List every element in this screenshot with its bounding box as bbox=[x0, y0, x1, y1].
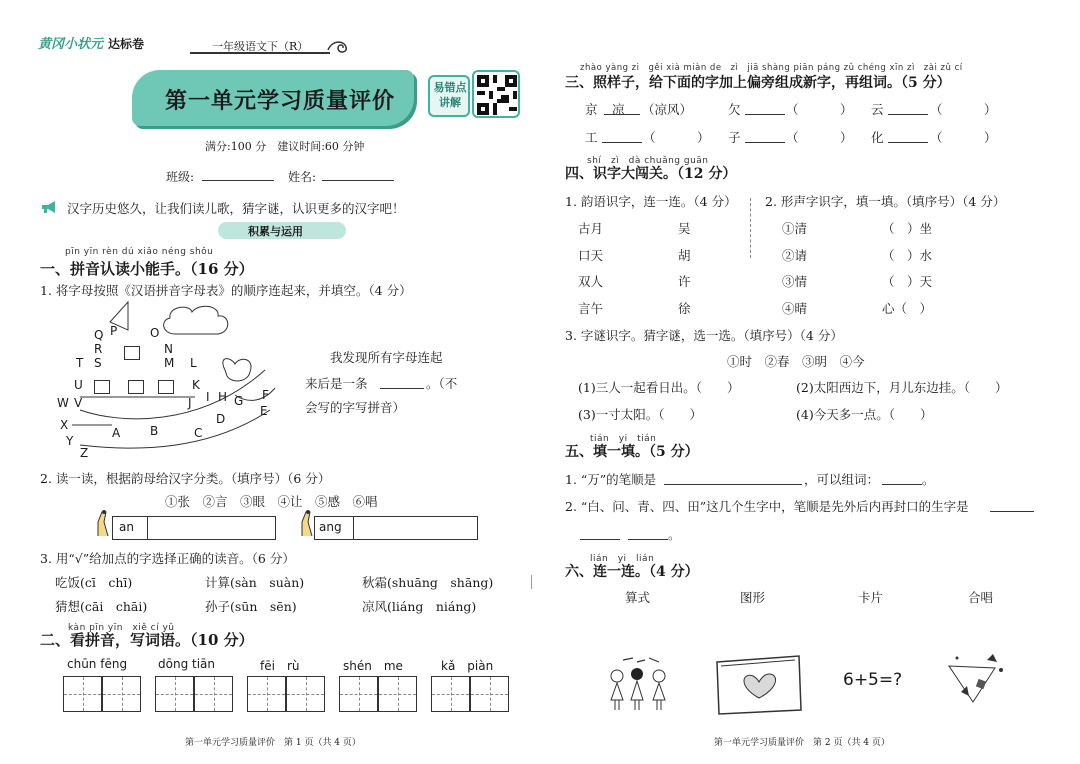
letter-Y: Y bbox=[66, 434, 74, 448]
q2-blank-2[interactable]: （ ）水 bbox=[882, 248, 933, 263]
letter-H: H bbox=[218, 390, 228, 404]
heart-card-icon[interactable] bbox=[713, 652, 805, 716]
s3-blank[interactable] bbox=[888, 114, 928, 115]
s3-blank[interactable] bbox=[745, 114, 785, 115]
q3-item-4[interactable]: 猜想(cāi chāi) bbox=[55, 599, 148, 614]
s1-q3: 3. 用“√”给加点的字选择正确的读音。（6 分） bbox=[40, 551, 295, 566]
choir-children-icon[interactable] bbox=[603, 656, 675, 712]
s6-word-3[interactable]: 卡片 bbox=[858, 590, 884, 605]
letter-W: W bbox=[57, 396, 69, 410]
q1-text-3: 会写的字写拼音） bbox=[305, 400, 406, 415]
s6-word-1[interactable]: 算式 bbox=[625, 590, 651, 605]
q1-answer-field[interactable] bbox=[380, 388, 424, 389]
s5-q2-field-1[interactable] bbox=[990, 511, 1034, 512]
page-fold bbox=[531, 575, 532, 589]
s3-blank[interactable] bbox=[602, 142, 642, 143]
s4-title: 四、识字大闯关。（12 分） bbox=[565, 166, 737, 182]
q2-options: ①张 ②言 ③眼 ④让 ⑤感 ⑥唱 bbox=[165, 494, 378, 509]
s3-example-word: （凉风） bbox=[642, 102, 693, 117]
match-right-3[interactable]: 许 bbox=[678, 274, 691, 289]
s5-q1c: 。 bbox=[922, 472, 935, 487]
s2-title: 二、看拼音，写词语。（10 分） bbox=[40, 631, 254, 649]
letter-J: J bbox=[188, 396, 192, 410]
word-pinyin-3: fēi rù bbox=[260, 659, 300, 673]
giraffe-icon bbox=[92, 508, 114, 538]
riddle-2[interactable]: (2)太阳西边下，月儿东边挂。（ ） bbox=[796, 380, 1008, 395]
s4-q3: 3. 字谜识字。猜字谜，选一选。（填序号）（4 分） bbox=[565, 328, 843, 343]
letter-E: E bbox=[260, 404, 268, 418]
s4-q2: 2. 形声字识字，填一填。（填序号）（4 分） bbox=[765, 194, 1006, 209]
page-2-footer: 第一单元学习质量评价 第 2 页（共 4 页） bbox=[714, 738, 890, 748]
s5-q1b: ，可以组词： bbox=[804, 472, 880, 487]
writing-grid-3[interactable] bbox=[247, 676, 325, 712]
s1-q2: 2. 读一读，根据韵母给汉字分类。（填序号）（6 分） bbox=[40, 471, 331, 486]
s3-paren-close: ） bbox=[697, 130, 710, 145]
q2-blank-1[interactable]: （ ）坐 bbox=[882, 221, 933, 236]
s4-dashed-divider bbox=[750, 198, 751, 258]
s3-example-liang: 凉 bbox=[612, 102, 625, 117]
exam-meta: 满分:100 分 建议时间:60 分钟 bbox=[205, 140, 365, 153]
match-left-4[interactable]: 言午 bbox=[578, 301, 604, 316]
q3-options: ①时 ②春 ③明 ④今 bbox=[727, 354, 865, 369]
letter-M: M bbox=[164, 356, 175, 370]
q2-opt-4: ④晴 bbox=[782, 301, 808, 316]
q2-opt-3: ③情 bbox=[782, 274, 808, 289]
word-pinyin-4: shén me bbox=[343, 659, 403, 673]
section-tag: 积累与运用 bbox=[248, 225, 303, 238]
blank-square[interactable] bbox=[128, 380, 144, 394]
s4-pinyin: shí zì dà chuǎng guān bbox=[587, 156, 709, 166]
s5-pinyin: tián yi tián bbox=[590, 434, 657, 444]
s1-q1: 1. 将字母按照《汉语拼音字母表》的顺序连起来，并填空。（4 分） bbox=[40, 283, 412, 298]
q2-blank-4[interactable]: 心（ ） bbox=[882, 301, 933, 316]
match-left-2[interactable]: 口天 bbox=[578, 248, 604, 263]
letter-T: T bbox=[76, 356, 84, 370]
letter-L: L bbox=[190, 356, 197, 370]
match-right-1[interactable]: 吴 bbox=[678, 221, 691, 236]
letter-A: A bbox=[112, 426, 121, 440]
page-title: 第一单元学习质量评价 bbox=[165, 88, 396, 114]
q2-blank-3[interactable]: （ ）天 bbox=[882, 274, 933, 289]
swirl-icon bbox=[326, 38, 350, 56]
s3-char-qian: 欠 bbox=[728, 102, 741, 117]
s6-word-4[interactable]: 合唱 bbox=[968, 590, 994, 605]
stroke-order-field[interactable] bbox=[664, 484, 802, 485]
s1-title: 一、拼音认读小能手。（16 分） bbox=[40, 260, 254, 278]
riddle-1[interactable]: (1)三人一起看日出。（ ） bbox=[578, 380, 740, 395]
riddle-3[interactable]: (3)一寸太阳。（ ） bbox=[578, 407, 702, 422]
s5-q2: 2. “白、问、青、四、田”这几个生字中，笔顺是先外后内再封口的生字是 bbox=[565, 499, 969, 514]
match-left-3[interactable]: 双人 bbox=[578, 274, 604, 289]
writing-grid-5[interactable] bbox=[431, 676, 509, 712]
match-right-2[interactable]: 胡 bbox=[678, 248, 691, 263]
s3-char-gong: 工 bbox=[585, 130, 598, 145]
s3-blank[interactable] bbox=[888, 142, 928, 143]
intro-text: 汉字历史悠久，让我们读儿歌，猜字谜，认识更多的汉字吧！ bbox=[67, 201, 405, 216]
s3-char-zi: 子 bbox=[728, 130, 741, 145]
s3-paren-close: ） bbox=[984, 130, 997, 145]
letter-P: P bbox=[110, 324, 118, 338]
s3-paren-close: ） bbox=[840, 102, 853, 117]
brand-logo: 黄冈小状元 bbox=[38, 37, 104, 52]
letter-S: S bbox=[94, 356, 102, 370]
writing-grid-4[interactable] bbox=[339, 676, 417, 712]
s5-q1a: 1. “万”的笔顺是 bbox=[565, 472, 657, 487]
q3-item-1[interactable]: 吃饭(cī chī) bbox=[55, 575, 133, 590]
s3-char-jing: 京 bbox=[585, 102, 598, 117]
letter-D: D bbox=[216, 412, 226, 426]
name-field[interactable] bbox=[322, 180, 394, 181]
s3-blank[interactable] bbox=[745, 142, 785, 143]
q1-text-2a: 来后是一条 bbox=[305, 376, 368, 391]
letter-F: F bbox=[262, 388, 269, 402]
s5-title: 五、填一填。（5 分） bbox=[565, 444, 699, 460]
letter-Q: Q bbox=[94, 328, 104, 342]
s3-char-yun: 云 bbox=[871, 102, 884, 117]
letter-X: X bbox=[60, 418, 69, 432]
letter-C: C bbox=[194, 426, 203, 440]
s3-paren-open: （ bbox=[786, 130, 799, 145]
letter-puzzle[interactable] bbox=[50, 300, 290, 460]
letter-B: B bbox=[150, 424, 159, 438]
q1-text-2b: 。（不 bbox=[426, 376, 458, 391]
letter-G: G bbox=[234, 394, 244, 408]
equation-picture[interactable]: 6+5=? bbox=[843, 670, 903, 690]
s3-pinyin: zhào yàng zi gěi xià miàn de zì jiā shàng piān páng zǔ chéng xīn zì zài zǔ cí bbox=[580, 63, 963, 73]
s6-word-2[interactable]: 图形 bbox=[740, 590, 766, 605]
brand-subtitle: 达标卷 bbox=[108, 37, 145, 51]
s1-pinyin: pīn yīn rèn dú xiǎo néng shǒu bbox=[65, 247, 214, 257]
triangle-shapes-icon[interactable] bbox=[943, 652, 1013, 712]
name-label: 姓名: bbox=[288, 170, 317, 184]
q3-item-6[interactable]: 凉风(liáng niáng) bbox=[362, 599, 477, 614]
megaphone-icon bbox=[40, 200, 58, 214]
grade-label: 一年级语文下（R） bbox=[212, 40, 309, 53]
grade-underline bbox=[190, 52, 330, 54]
class-field[interactable] bbox=[202, 180, 274, 181]
letter-R: R bbox=[94, 342, 103, 356]
s4-q1: 1. 韵语识字，连一连。（4 分） bbox=[565, 194, 737, 209]
s5-q2-field-2[interactable] bbox=[580, 539, 620, 540]
s6-pinyin: lián yi lián bbox=[590, 554, 655, 564]
q3-item-5[interactable]: 孙子(sūn sēn) bbox=[205, 599, 297, 614]
match-right-4[interactable]: 徐 bbox=[678, 301, 691, 316]
an-label: an bbox=[119, 520, 134, 534]
s2-pinyin: kàn pīn yīn xiě cí yǔ bbox=[68, 623, 175, 633]
s5-q2-field-3[interactable] bbox=[628, 539, 668, 540]
an-box[interactable] bbox=[112, 516, 276, 540]
q3-item-3[interactable]: 秋霜(shuāng shāng) bbox=[362, 575, 494, 590]
letter-I: I bbox=[206, 390, 210, 404]
word-pinyin-5: kǎ piàn bbox=[441, 659, 494, 673]
s3-underline bbox=[604, 114, 640, 115]
blank-square[interactable] bbox=[158, 380, 174, 394]
s3-paren-open: （ bbox=[930, 102, 943, 117]
class-label: 班级: bbox=[166, 170, 195, 184]
letter-U: U bbox=[74, 378, 83, 392]
s3-paren-close: ） bbox=[840, 130, 853, 145]
s3-paren-open: （ bbox=[930, 130, 943, 145]
blank-square[interactable] bbox=[124, 346, 140, 360]
qr-code[interactable] bbox=[472, 70, 520, 118]
letter-Z: Z bbox=[80, 446, 89, 460]
writing-grid-2[interactable] bbox=[155, 676, 233, 712]
s3-paren-open: （ bbox=[786, 102, 799, 117]
qr-icon bbox=[477, 75, 517, 115]
error-badge: 易错点讲解 bbox=[433, 81, 467, 109]
match-left-1[interactable]: 古月 bbox=[578, 221, 604, 236]
s3-title: 三、照样子，给下面的字加上偏旁组成新字，再组词。（5 分） bbox=[565, 75, 951, 91]
letter-V: V bbox=[74, 396, 83, 410]
writing-grid-1[interactable] bbox=[63, 676, 141, 712]
s5-q2-end: 。 bbox=[668, 527, 681, 542]
letter-K: K bbox=[192, 378, 200, 392]
ang-box[interactable] bbox=[314, 516, 478, 540]
word-pinyin-2: dōng tiān bbox=[158, 657, 215, 671]
s3-paren-open: （ bbox=[643, 130, 656, 145]
q2-opt-2: ②请 bbox=[782, 248, 808, 263]
page-1-footer: 第一单元学习质量评价 第 1 页（共 4 页） bbox=[185, 738, 361, 748]
letter-O: O bbox=[150, 326, 160, 340]
word-pinyin-1: chūn fēng bbox=[67, 657, 128, 671]
riddle-4[interactable]: (4)今天多一点。（ ） bbox=[796, 407, 933, 422]
s3-char-hua: 化 bbox=[871, 130, 884, 145]
q2-opt-1: ①清 bbox=[782, 221, 808, 236]
q1-text-1: 我发现所有字母连起 bbox=[330, 350, 443, 365]
ang-label: ang bbox=[319, 520, 342, 534]
q3-item-2[interactable]: 计算(sàn suàn) bbox=[205, 575, 305, 590]
letter-N: N bbox=[164, 342, 173, 356]
s6-title: 六、连一连。（4 分） bbox=[565, 564, 699, 580]
blank-square[interactable] bbox=[94, 380, 110, 394]
s3-paren-close: ） bbox=[984, 102, 997, 117]
word-field[interactable] bbox=[882, 484, 922, 485]
